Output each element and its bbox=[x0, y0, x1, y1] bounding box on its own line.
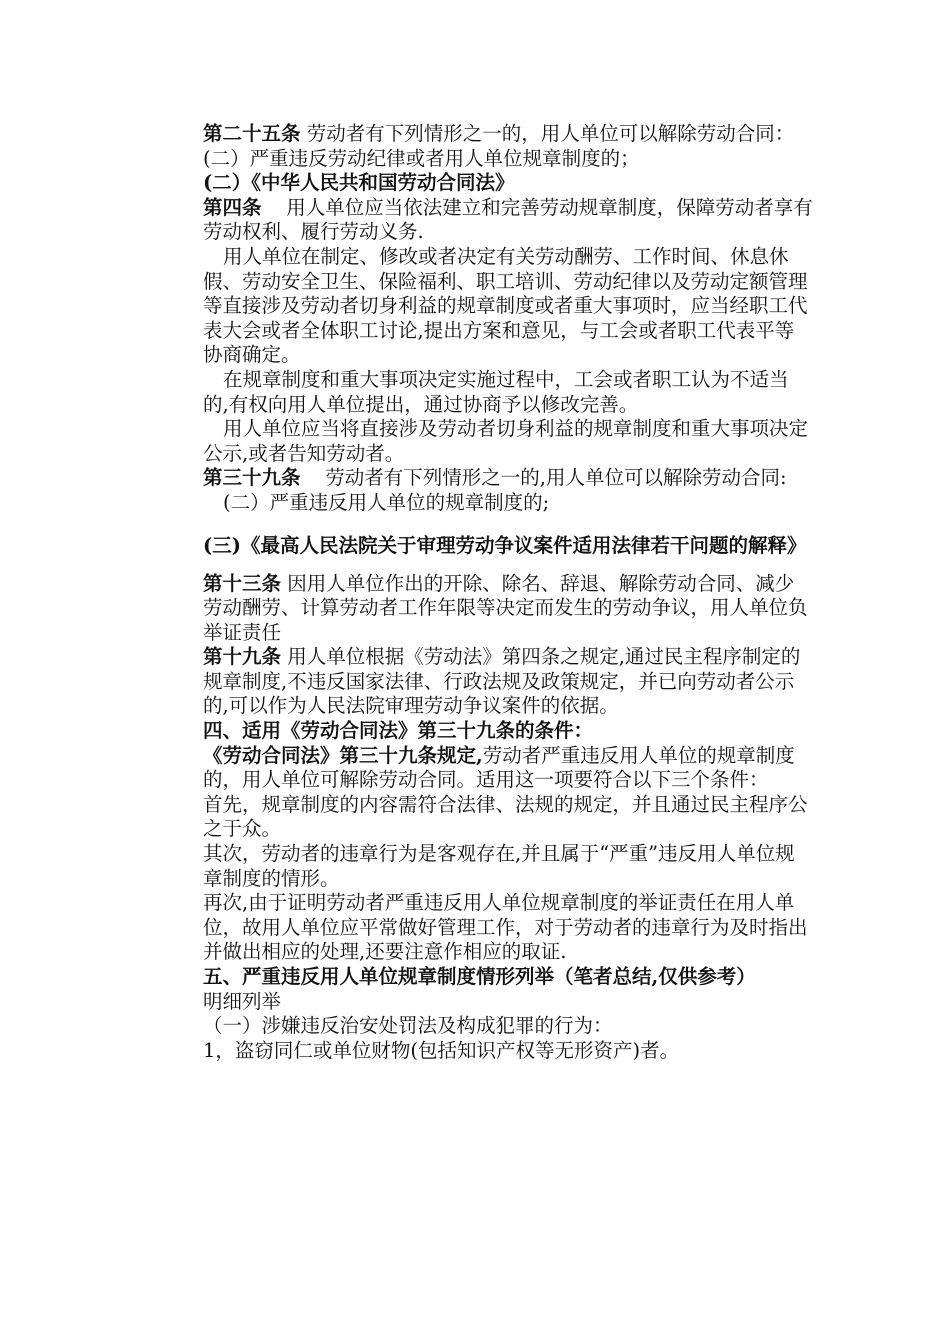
document-page bbox=[203, 122, 813, 1063]
paragraph bbox=[203, 990, 813, 1015]
paragraph-text: （一）涉嫌违反治安处罚法及构成犯罪的行为： bbox=[203, 1014, 613, 1038]
section-heading-text: 四、适用《劳动合同法》第三十九条的条件： bbox=[203, 719, 594, 743]
article-39 bbox=[203, 466, 813, 491]
section-heading bbox=[203, 965, 813, 990]
paragraph-text: 劳动者有下列情形之一的，用人单位可以解除劳动合同： bbox=[300, 122, 795, 145]
article-heading: 第三十九条 bbox=[203, 466, 301, 490]
paragraph-text: 其次，劳动者的违章行为是客观存在,并且属于“严重”违反用人单位规章制度的情形。 bbox=[203, 842, 795, 890]
paragraph bbox=[203, 744, 813, 793]
list-item bbox=[203, 1039, 813, 1064]
paragraph-text: (二）严重违反用人单位的规章制度的; bbox=[223, 490, 550, 514]
paragraph bbox=[203, 793, 813, 842]
paragraph-text: 劳动者严重违反用人单位的规章制度的，用人单位可解除劳动合同。适用这一项要符合以下三个条件： bbox=[203, 743, 795, 792]
paragraph-text: 用人单位根据《劳动法》第四条之规定,通过民主程序制定的规章制度,不违反国家法律、行政法规及政策规定，并已向劳动者公示的,可以作为人民法院审理劳动争议案件的依据。 bbox=[203, 645, 801, 718]
section-heading bbox=[203, 719, 813, 744]
article-heading: 第二十五条 bbox=[203, 122, 301, 145]
paragraph-text: 首先，规章制度的内容需符合法律、法规的规定，并且通过民主程序公之于众。 bbox=[203, 792, 808, 841]
section-heading bbox=[203, 171, 813, 196]
article-13 bbox=[203, 572, 813, 646]
list-heading bbox=[203, 1014, 813, 1039]
paragraph-text: 用人单位应当依法建立和完善劳动规章制度，保障劳动者享有劳动权利、履行劳动义务. bbox=[203, 195, 813, 244]
paragraph-text: 在规章制度和重大事项决定实施过程中，工会或者职工认为不适当的,有权向用人单位提出，通过协商予以修改完善。 bbox=[203, 367, 789, 416]
clause-item bbox=[203, 491, 813, 516]
article-heading: 第十三条 bbox=[203, 571, 282, 595]
paragraph-text: 用人单位在制定、修改或者决定有关劳动酬劳、工作时间、休息休假、劳动安全卫生、保险福利、职工培训、劳动纪律以及劳动定额管理等直接涉及劳动者切身利益的规章制度或者重大事项时，应当经职工代表大会或者全体职工讨论,提出方案和意见，与工会或者职工代表平等协商确定。 bbox=[203, 244, 808, 367]
clause-item bbox=[203, 147, 813, 172]
section-heading-text: (三)《最高人民法院关于审理劳动争议案件适用法律若干问题的解释》 bbox=[203, 533, 807, 557]
section-heading bbox=[203, 526, 813, 566]
paragraph bbox=[203, 368, 813, 417]
paragraph-text: 用人单位应当将直接涉及劳动者切身利益的规章制度和重大事项决定公示,或者告知劳动者。 bbox=[203, 417, 809, 465]
paragraph-text: 再次,由于证明劳动者严重违反用人单位规章制度的举证责任在用人单位，故用人单位应平常做好管理工作，对于劳动者的违章行为及时指出并做出相应的处理,还要注意作相应的取证. bbox=[203, 891, 808, 964]
article-4 bbox=[203, 196, 813, 245]
paragraph-text: 明细列举 bbox=[203, 989, 282, 1013]
paragraph bbox=[203, 891, 813, 965]
paragraph-text: 1，盗窃同仁或单位财物(包括知识产权等无形资产)者。 bbox=[203, 1038, 680, 1062]
article-heading: 第十九条 bbox=[203, 645, 282, 669]
paragraph-text: (二）严重违反劳动纪律或者用人单位规章制度的； bbox=[203, 146, 640, 170]
section-heading-text: 五、严重违反用人单位规章制度情形列举（笔者总结,仅供参考） bbox=[203, 965, 756, 988]
lead-text: 《劳动合同法》第三十九条规定, bbox=[203, 743, 483, 767]
section-heading-text: (二）《中华人民共和国劳动合同法》 bbox=[203, 171, 515, 195]
paragraph bbox=[203, 842, 813, 891]
paragraph-text: 劳动者有下列情形之一的,用人单位可以解除劳动合同: bbox=[300, 466, 787, 490]
paragraph-text: 因用人单位作出的开除、除名、辞退、解除劳动合同、减少劳动酬劳、计算劳动者工作年限等决定而发生的劳动争议，用人单位负举证责任 bbox=[203, 571, 808, 644]
article-25 bbox=[203, 122, 813, 147]
paragraph bbox=[203, 245, 813, 368]
article-heading: 第四条 bbox=[203, 195, 262, 219]
article-19 bbox=[203, 645, 813, 719]
paragraph bbox=[203, 417, 813, 466]
